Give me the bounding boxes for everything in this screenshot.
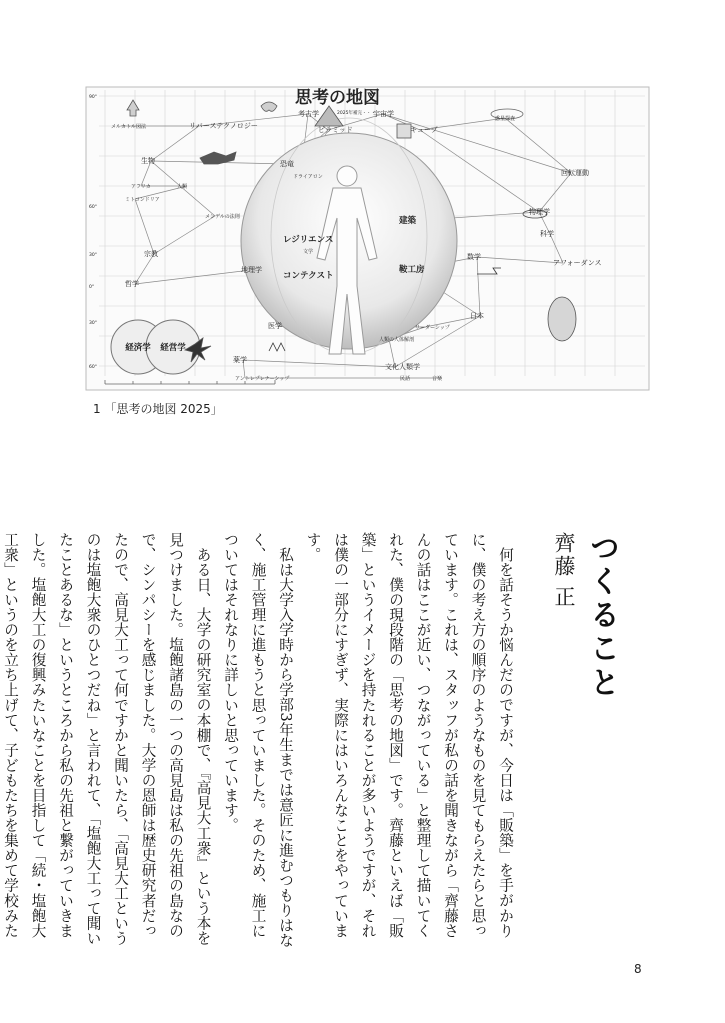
map-label: ピラミッド — [318, 126, 353, 134]
map-label: 回転運動 — [561, 169, 589, 177]
map-label: アフォーダンス — [553, 259, 602, 267]
author-name — [547, 532, 581, 952]
map-label: 宇宙学 — [373, 110, 394, 118]
map-label: ドライアロン — [293, 174, 323, 180]
map-label: アントレプレナーシップ — [235, 376, 290, 382]
author-given-name: 正 — [552, 586, 576, 610]
axis-label: 0° — [89, 285, 95, 290]
map-label: 民話 — [400, 376, 411, 382]
map-label: キューブ — [410, 126, 438, 134]
cube-icon — [397, 124, 411, 138]
map-label: 文化人類学 — [385, 363, 420, 371]
map-label: アフリカ — [131, 184, 151, 190]
map-label: 人類の人体解剖 — [379, 337, 415, 343]
map-label: レジリエンス — [283, 235, 334, 245]
map-label: メンデルの法則 — [205, 214, 240, 220]
map-label: 建築 — [399, 216, 417, 226]
map-label: 科学 — [540, 230, 554, 238]
thought-map-figure — [85, 86, 650, 391]
map-label: リーダーシップ — [415, 325, 450, 331]
axis-label: 90° — [89, 95, 97, 100]
map-label: 惑星探査 — [495, 116, 516, 122]
figure-caption: 1 「思考の地図 2025」 — [93, 402, 223, 416]
map-label: 医学 — [268, 322, 282, 330]
axis-label: 30° — [89, 321, 97, 326]
map-label: 日本 — [470, 312, 484, 320]
page-number: 8 — [634, 962, 642, 976]
map-label: 鞍工房 — [399, 265, 425, 275]
map-label: 経営学 — [160, 343, 186, 353]
map-label: 数学 — [467, 253, 481, 261]
article-title: つくること — [584, 532, 619, 700]
map-label: 考古学 — [298, 110, 319, 118]
article-body — [2, 532, 621, 952]
map-label: 宗教 — [144, 250, 158, 258]
paragraph: 私は大学入学時から学部3年生までは意匠に進むつもりはなく、施工管理に進もうと思っていました。そのため、施工についてはそれなりに詳しいと思っています。 — [222, 532, 294, 948]
map-title: 思考の地図 — [295, 88, 380, 108]
map-label: コンテクスト — [283, 271, 334, 281]
axis-label: 30° — [89, 253, 97, 258]
map-label: ミトコンドリア — [125, 197, 160, 203]
author-family-name: 齊藤 — [552, 532, 576, 579]
paragraph: ある日、大学の研究室の本棚で、『高見大工衆』という本を見つけました。塩飽諸島の一つの高見島は私の先祖の島なので、シンパシーを感じました。大学の恩師は歴史研究者だったので、高見大工って何ですかと聞いたら、「高見大工というのは塩飽大衆のひとつだね」と言われて、「塩飽大工って聞いたことあるな」というところから私の先祖と繋がっていきました。塩飽大工の復興みたいなことを目指して「続・塩飽大工衆」というのを立ち上げて、子どもたちを集めて学校みた — [2, 532, 212, 946]
map-subtitle: 2025年補完・・・ — [337, 111, 376, 116]
map-label: 薬学 — [233, 356, 247, 364]
map-label: メルカトル図法 — [111, 124, 147, 130]
map-label: 恐竜 — [280, 160, 294, 168]
thought-map — [85, 86, 650, 391]
map-label: 物理学 — [529, 208, 550, 216]
map-label: 音楽 — [432, 376, 443, 382]
map-label: リバーステクノロジー — [189, 122, 258, 130]
axis-label: 60° — [89, 365, 97, 370]
map-label: 文学 — [303, 249, 314, 255]
map-label: 地理学 — [241, 266, 262, 274]
map-label: 生物 — [141, 157, 155, 165]
map-label: 経済学 — [125, 343, 151, 353]
map-label: 人類 — [177, 184, 188, 190]
paragraph: 何を話そうか悩んだのですが、今日は「販築」を手がかりに、僕の考え方の順序のようなものを見てもらえたらと思っています。これは、スタッフが私の話を聞きながら「齊藤さんの話はここが近い、つながっている」と整理して描いてくれた、僕の現段階の「思考の地図」です。齊藤といえば「販築」というイメージを持たれることが多いようですが、それは僕の一部分にすぎず、実際にはいろんなことをやっています。 — [304, 532, 514, 939]
helmet-icon — [548, 297, 576, 341]
map-label: 哲学 — [125, 280, 139, 288]
axis-label: 60° — [89, 205, 97, 210]
